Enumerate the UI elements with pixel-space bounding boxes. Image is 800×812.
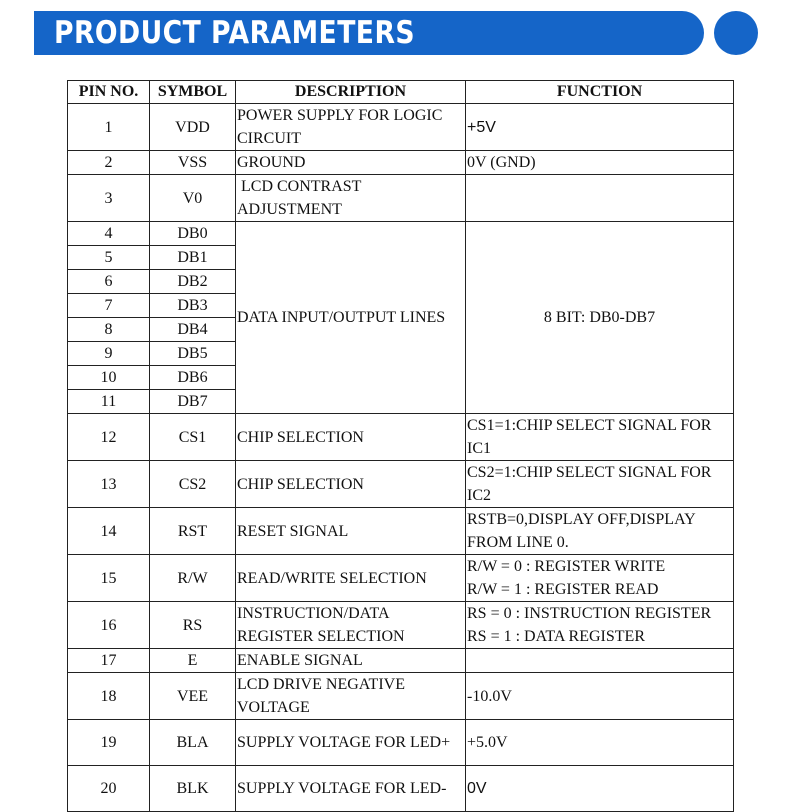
table-row <box>68 508 734 555</box>
pin-number: 9 <box>68 342 150 366</box>
header-description: DESCRIPTION <box>236 81 466 104</box>
table-row <box>68 720 734 766</box>
pin-description: RESET SIGNAL <box>236 508 466 555</box>
pin-number: 16 <box>68 602 150 649</box>
header-symbol: SYMBOL <box>150 81 236 104</box>
pin-description: SUPPLY VOLTAGE FOR LED- <box>236 766 466 812</box>
pin-symbol: DB2 <box>150 270 236 294</box>
pin-number: 19 <box>68 720 150 766</box>
pin-symbol: VSS <box>150 151 236 175</box>
table-row <box>68 602 734 649</box>
pin-number: 15 <box>68 555 150 602</box>
pin-symbol: RST <box>150 508 236 555</box>
table-row <box>68 414 734 461</box>
pin-parameter-table <box>67 80 734 812</box>
pin-symbol: CS1 <box>150 414 236 461</box>
pin-function <box>466 175 734 222</box>
pin-function: CS1=1:CHIP SELECT SIGNAL FOR IC1 <box>466 414 734 461</box>
pin-function <box>466 649 734 673</box>
pin-number: 8 <box>68 318 150 342</box>
pin-description: CHIP SELECTION <box>236 461 466 508</box>
pin-symbol: BLK <box>150 766 236 812</box>
pin-description: ENABLE SIGNAL <box>236 649 466 673</box>
table-row <box>68 104 734 151</box>
header-pin-no: PIN NO. <box>68 81 150 104</box>
pin-description: CHIP SELECTION <box>236 414 466 461</box>
pin-description: SUPPLY VOLTAGE FOR LED+ <box>236 720 466 766</box>
pin-symbol: RS <box>150 602 236 649</box>
pin-symbol: DB3 <box>150 294 236 318</box>
pin-symbol: VDD <box>150 104 236 151</box>
pin-description: POWER SUPPLY FOR LOGIC CIRCUIT <box>236 104 466 151</box>
table-row <box>68 151 734 175</box>
table-row <box>68 766 734 812</box>
pin-symbol: BLA <box>150 720 236 766</box>
pin-function: RS = 0 : INSTRUCTION REGISTER RS = 1 : DATA REGISTER <box>466 602 734 649</box>
pin-function: R/W = 0 : REGISTER WRITE R/W = 1 : REGISTER READ <box>466 555 734 602</box>
pin-description: DATA INPUT/OUTPUT LINES <box>236 222 466 414</box>
table-row <box>68 222 734 246</box>
pin-symbol: VEE <box>150 673 236 720</box>
table-row <box>68 555 734 602</box>
header-function: FUNCTION <box>466 81 734 104</box>
pin-symbol: CS2 <box>150 461 236 508</box>
pin-symbol: E <box>150 649 236 673</box>
pin-function: -10.0V <box>466 673 734 720</box>
pin-symbol: DB0 <box>150 222 236 246</box>
page-title: PRODUCT PARAMETERS <box>54 15 416 51</box>
pin-symbol: V0 <box>150 175 236 222</box>
pin-description: LCD CONTRAST ADJUSTMENT <box>236 175 466 222</box>
pin-number: 6 <box>68 270 150 294</box>
pin-number: 18 <box>68 673 150 720</box>
table-row <box>68 175 734 222</box>
table-row <box>68 673 734 720</box>
pin-number: 3 <box>68 175 150 222</box>
pin-description: READ/WRITE SELECTION <box>236 555 466 602</box>
pin-number: 1 <box>68 104 150 151</box>
pin-description: GROUND <box>236 151 466 175</box>
pin-function: +5.0V <box>466 720 734 766</box>
table-row <box>68 461 734 508</box>
pin-number: 20 <box>68 766 150 812</box>
pin-symbol: DB7 <box>150 390 236 414</box>
pin-number: 10 <box>68 366 150 390</box>
pin-function: RSTB=0,DISPLAY OFF,DISPLAY FROM LINE 0. <box>466 508 734 555</box>
pin-number: 12 <box>68 414 150 461</box>
pin-function: 0V <box>466 766 734 812</box>
pin-symbol: R/W <box>150 555 236 602</box>
header-circle <box>714 11 758 55</box>
table-header-row <box>68 81 734 104</box>
pin-number: 2 <box>68 151 150 175</box>
pin-number: 7 <box>68 294 150 318</box>
pin-symbol: DB5 <box>150 342 236 366</box>
table-row <box>68 649 734 673</box>
pin-description: INSTRUCTION/DATA REGISTER SELECTION <box>236 602 466 649</box>
pin-number: 17 <box>68 649 150 673</box>
pin-number: 13 <box>68 461 150 508</box>
pin-number: 5 <box>68 246 150 270</box>
pin-number: 14 <box>68 508 150 555</box>
pin-function: +5V <box>466 104 734 151</box>
header-banner <box>34 11 704 55</box>
pin-symbol: DB1 <box>150 246 236 270</box>
pin-function: 0V (GND) <box>466 151 734 175</box>
pin-function: 8 BIT: DB0-DB7 <box>466 222 734 414</box>
pin-function: CS2=1:CHIP SELECT SIGNAL FOR IC2 <box>466 461 734 508</box>
pin-description: LCD DRIVE NEGATIVE VOLTAGE <box>236 673 466 720</box>
pin-number: 4 <box>68 222 150 246</box>
pin-symbol: DB4 <box>150 318 236 342</box>
pin-symbol: DB6 <box>150 366 236 390</box>
pin-number: 11 <box>68 390 150 414</box>
